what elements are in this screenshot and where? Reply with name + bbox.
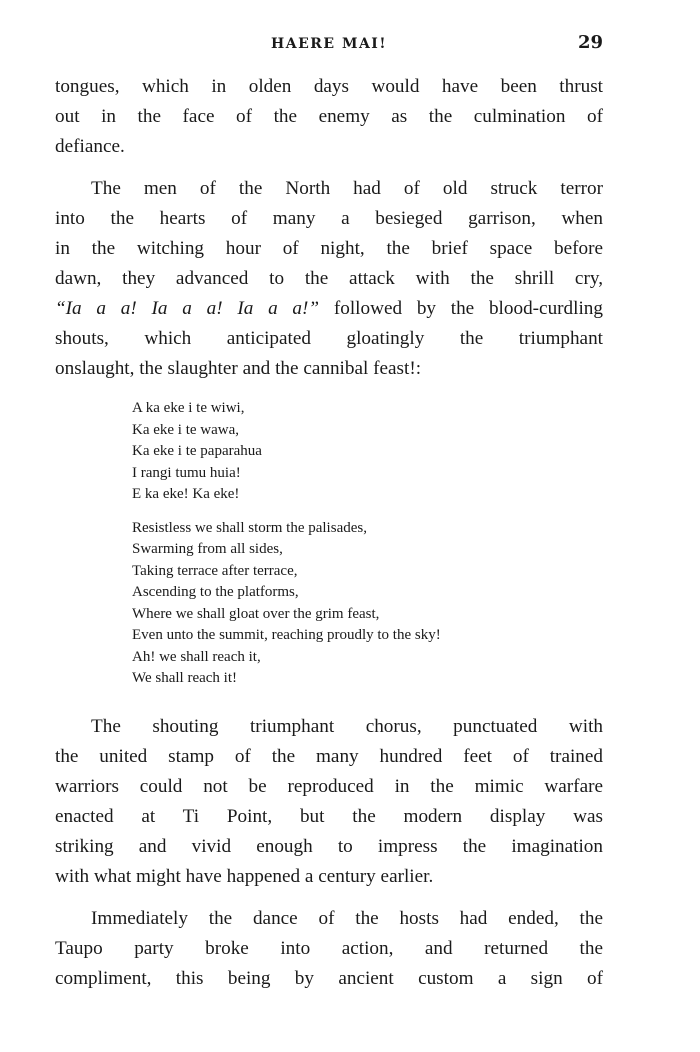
text-line: the united stamp of the many hundred feet of trained: [55, 745, 603, 767]
text-line: dawn, they advanced to the attack with the shrill cry,: [55, 268, 603, 289]
verse-line: Taking terrace after terrace,: [132, 562, 298, 579]
paragraph-3: [55, 712, 603, 892]
verse-line: I rangi tumu huia!: [132, 464, 241, 481]
verse-line: Even unto the summit, reaching proudly to the sky!: [132, 627, 441, 643]
book-page: [55, 30, 603, 994]
verse-maori: [132, 398, 603, 506]
paragraph-2: [55, 174, 603, 384]
text-line: compliment, this being by ancient custom a sign of: [55, 967, 603, 989]
verse-line: E ka eke! Ka eke!: [132, 486, 240, 502]
paragraph-1: [55, 72, 603, 162]
verse-line: Ah! we shall reach it,: [132, 648, 261, 665]
text-line-cry: [55, 294, 603, 324]
verse-line: Resistless we shall storm the palisades,: [132, 519, 367, 536]
text-line: The shouting triumphant chorus, punctuated with: [91, 715, 603, 737]
text-line: out in the face of the enemy as the culmination of: [55, 106, 603, 127]
war-cry: “Ia a a! Ia a a! Ia a a!”: [55, 298, 320, 319]
verse-line: A ka eke i te wiwi,: [132, 400, 245, 416]
text-line: in the witching hour of night, the brief space before: [55, 238, 603, 259]
verse-line: Ka eke i te paparahua: [132, 443, 262, 459]
paragraph-4: [55, 904, 603, 994]
text-line: defiance.: [55, 136, 125, 157]
text-line: with what might have happened a century earlier.: [55, 865, 434, 887]
verse-line: Ascending to the platforms,: [132, 584, 299, 600]
text-line: Immediately the dance of the hosts had ended, the: [91, 907, 603, 929]
cry-continuation: followed by the blood-curdling: [319, 298, 603, 319]
text-line: striking and vivid enough to impress the imagination: [55, 835, 603, 857]
text-line: Taupo party broke into action, and returned the: [55, 937, 603, 959]
text-line: warriors could not be reproduced in the mimic warfare: [55, 775, 603, 797]
running-title: HAERE MAI!: [271, 36, 387, 52]
verse-line: We shall reach it!: [132, 670, 237, 686]
text-line: shouts, which anticipated gloatingly the triumphant: [55, 328, 603, 349]
verse-english: [132, 518, 603, 690]
text-line: into the hearts of many a besieged garrison, when: [55, 208, 603, 229]
text-line: enacted at Ti Point, but the modern display was: [55, 805, 603, 827]
text-line: onslaught, the slaughter and the cannibal feast!:: [55, 358, 422, 379]
text-line: The men of the North had of old struck terror: [91, 178, 603, 199]
verse-line: Where we shall gloat over the grim feast,: [132, 605, 380, 622]
text-line: tongues, which in olden days would have been thrust: [55, 76, 603, 97]
verse-line: Ka eke i te wawa,: [132, 421, 240, 438]
page-number: 29: [577, 32, 603, 53]
page-header: [55, 30, 603, 60]
verse-line: Swarming from all sides,: [132, 541, 283, 557]
